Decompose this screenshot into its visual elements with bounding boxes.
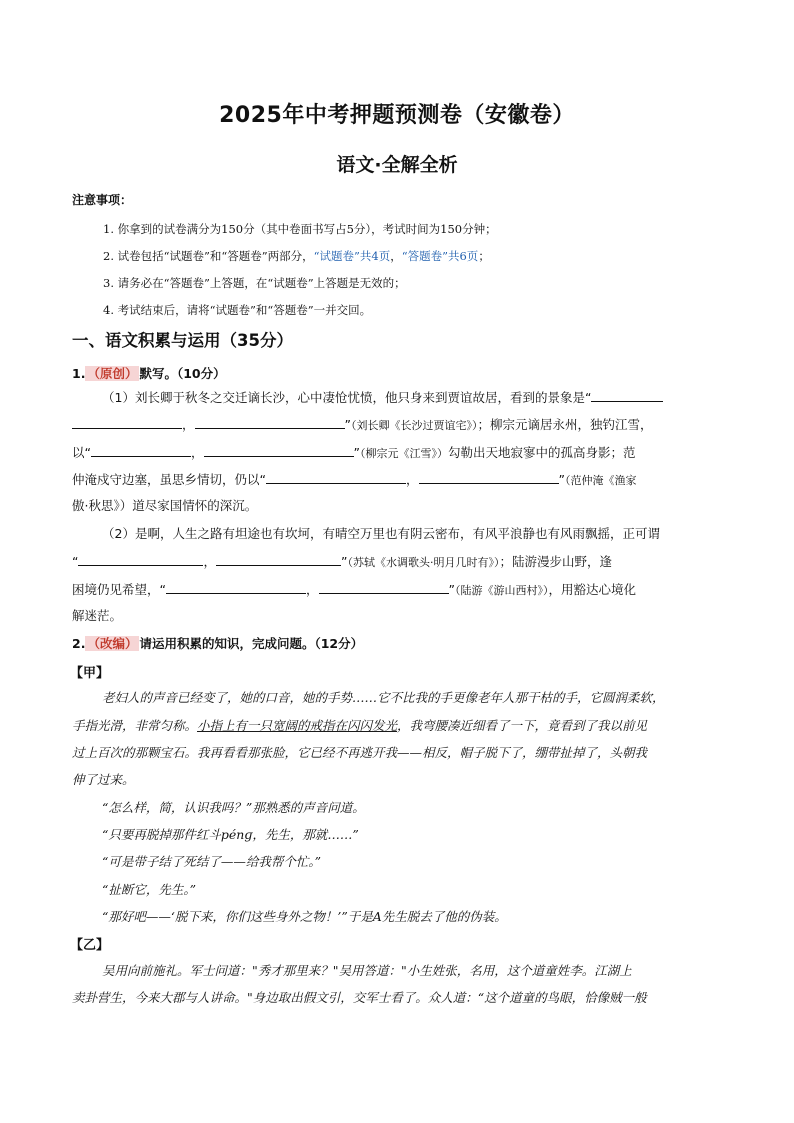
notice-item-1: 1. 你拿到的试卷满分为150分（其中卷面书写占5分），考试时间为150分钟； <box>103 222 497 236</box>
q1-line-4-sep: ， <box>405 472 419 487</box>
q2-label: 请运用积累的知识，完成问题。（12分） <box>139 636 364 651</box>
answer-blank-11[interactable] <box>319 580 449 594</box>
passage-jia-line-2 <box>72 717 732 735</box>
q1-line-1-text: （1）刘长卿于秋冬之交迁谪长沙，心中凄怆忧愤，他只身来到贾谊故居，看到的景象是“ <box>102 390 592 405</box>
q1-line-5: 傲·秋思》）道尽家国情怀的深沉。 <box>72 498 258 513</box>
q1-line-9: 解迷茫。 <box>72 608 123 623</box>
notice-item-2-part2: “试题卷”共4页 <box>313 249 391 263</box>
dialogue-line-4: “扯断它，先生。” <box>102 882 197 897</box>
q1-label: 默写。（10分） <box>139 366 226 381</box>
passage-jia-underlined: 小指上有一只宽阔的戒指在闪闪发光 <box>197 718 398 733</box>
passage-jia-line-4: 伸了过来。 <box>72 772 135 787</box>
question-2-header <box>72 634 363 652</box>
q1-line-3-open: 以“ <box>72 445 91 460</box>
answer-blank-9[interactable] <box>216 552 341 566</box>
q1-line-4-close: ” <box>558 472 565 487</box>
q1-line-8-head: 困境仍见希望，“ <box>72 582 166 597</box>
page-title: 2025年中考押题预测卷（安徽卷） <box>219 103 575 128</box>
answer-blank-5[interactable] <box>204 443 354 457</box>
q1-line-7-close: ” <box>341 554 348 569</box>
passage-yi-label: 【乙】 <box>70 938 110 953</box>
q1-line-3-sep: ， <box>190 445 204 460</box>
passage-jia-line-1: 老妇人的声音已经变了，她的口音，她的手势……它不比我的手更像老年人那干枯的手，它圆润柔软， <box>102 690 665 705</box>
q1-line-4 <box>72 470 732 490</box>
q1-line-7-source: （苏轼《水调歌头·明月几时有》） <box>347 556 500 569</box>
q1-line-7-sep: ， <box>203 554 216 569</box>
dialogue-line-1: “怎么样，简，认识我吗？”那熟悉的声音问道。 <box>102 800 365 815</box>
q1-line-8 <box>72 580 732 600</box>
q1-line-8-sep: ， <box>305 582 319 597</box>
answer-blank-2[interactable] <box>72 415 182 429</box>
q2-number: 2. <box>72 636 86 651</box>
passage-yi-line-2: 卖卦营生，今来大郡与人讲命。"身边取出假文引，交军士看了。众人道：“这个道童的鸟眼，恰像贼一般 <box>72 990 647 1005</box>
section-1-heading: 一、语文积累与运用（35分） <box>72 331 293 350</box>
q1-line-7-open: “ <box>72 554 79 569</box>
q1-line-3-tail: 勾勒出天地寂寥中的孤高身影；范 <box>447 445 636 460</box>
passage-jia-label: 【甲】 <box>70 666 110 681</box>
q1-line-1 <box>102 388 762 407</box>
q1-line-4-source: （范仲淹《渔家 <box>564 474 637 487</box>
q1-line-8-tail: ，用豁达心境化 <box>548 582 636 597</box>
notice-item-2-part5: ； <box>478 249 490 263</box>
q1-line-6: （2）是啊，人生之路有坦途也有坎坷，有晴空万里也有阴云密布，有风平浪静也有风雨飘摇，正可谓 <box>102 526 660 541</box>
answer-blank-1[interactable] <box>591 388 663 402</box>
passage-jia-line-2-pre: 手指光滑，非常匀称。 <box>72 718 198 733</box>
dialogue-line-2: “只要再脱掉那件红斗pénɡ，先生，那就……” <box>102 827 359 842</box>
passage-jia-line-3: 过上百次的那颗宝石。我再看看那张脸，它已经不再逃开我——相反，帽子脱下了，绷带扯掉了，头朝我 <box>72 745 648 760</box>
question-1-header <box>72 364 226 382</box>
answer-blank-3[interactable] <box>195 415 345 429</box>
q1-line-4-head: 仲淹戍守边塞，虽思乡情切，仍以“ <box>72 472 266 487</box>
notice-heading: 注意事项： <box>72 193 133 207</box>
q1-line-7 <box>72 552 732 572</box>
q1-line-8-close: ” <box>448 582 455 597</box>
answer-blank-7[interactable] <box>419 470 559 484</box>
q2-tag: （改编） <box>87 636 138 651</box>
notice-item-2-part1: 2. 试卷包括“试题卷”和“答题卷”两部分， <box>103 249 314 263</box>
q1-line-2-close: ” <box>344 417 351 432</box>
q1-line-2-sep: ， <box>182 417 195 432</box>
answer-blank-8[interactable] <box>78 552 203 566</box>
notice-item-2-part4: “答题卷”共6页 <box>401 249 479 263</box>
q1-line-2-source: （刘长卿《长沙过贾谊宅》） <box>351 419 478 432</box>
dialogue-line-3: “可是带子结了死结了——给我帮个忙。” <box>102 854 322 869</box>
passage-yi-line-1: 吴用向前施礼。军士问道："秀才那里来？"吴用答道："小生姓张，名用，这个道童姓李。江湖上 <box>102 963 632 978</box>
notice-item-2-part3: ， <box>390 249 402 263</box>
q1-line-7-tail: ；陆游漫步山野，逢 <box>499 554 612 569</box>
passage-jia-line-2-post: ，我弯腰凑近细看了一下，竟看到了我以前见 <box>397 718 648 733</box>
q1-line-2-tail: ；柳宗元谪居永州，独钓江雪， <box>477 417 653 432</box>
q1-number: 1. <box>72 366 86 381</box>
notice-item-4: 4. 考试结束后，请将“试题卷”和“答题卷”一并交回。 <box>103 303 372 317</box>
q1-line-3-source: （柳宗元《江雪》） <box>359 447 448 460</box>
notice-item-3: 3. 请务必在“答题卷”上答题，在“试题卷”上答题是无效的； <box>103 276 406 290</box>
page-subtitle: 语文·全解全析 <box>336 154 458 176</box>
answer-blank-4[interactable] <box>91 443 191 457</box>
answer-blank-6[interactable] <box>266 470 406 484</box>
q1-tag: （原创） <box>87 366 138 381</box>
q1-line-3-close: ” <box>353 445 360 460</box>
q1-line-8-source: （陆游《游山西村》） <box>454 584 549 597</box>
q1-line-2 <box>72 415 732 435</box>
dialogue-line-5: “那好吧——‘脱下来，你们这些身外之物！’”于是A先生脱去了他的伪装。 <box>102 909 507 924</box>
answer-blank-10[interactable] <box>166 580 306 594</box>
notice-item-2 <box>103 248 490 264</box>
q1-line-3 <box>72 443 732 463</box>
